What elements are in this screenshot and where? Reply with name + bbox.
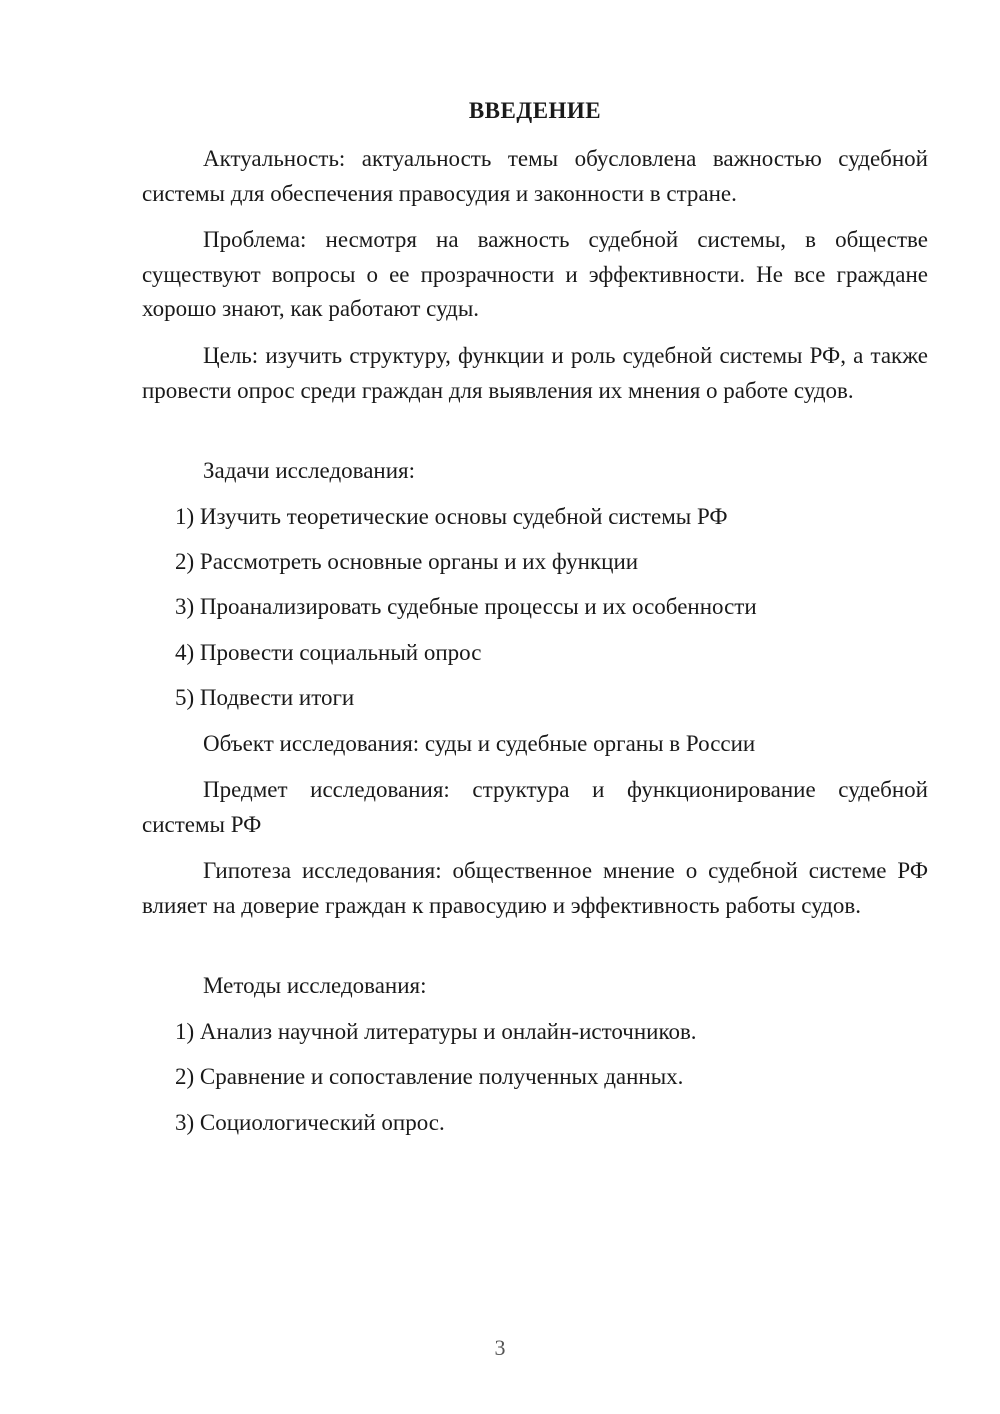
page-number: 3 xyxy=(494,1335,506,1360)
paragraph-object: Объект исследования: суды и судебные органы в России xyxy=(203,731,756,756)
page-title: ВВЕДЕНИЕ xyxy=(468,98,602,123)
paragraph-subject: Предмет исследования: структура и функционирование судебной системы РФ xyxy=(142,777,928,837)
task-item-3: 3) Проанализировать судебные процессы и их особенности xyxy=(175,594,757,619)
method-item-3: 3) Социологический опрос. xyxy=(175,1110,445,1135)
paragraph-goal: Цель: изучить структуру, функции и роль судебной системы РФ, а также провести опрос среди граждан для выявления их мнения о работе судов. xyxy=(142,343,928,403)
task-item-1: 1) Изучить теоретические основы судебной системы РФ xyxy=(175,504,728,529)
paragraph-problem: Проблема: несмотря на важность судебной системы, в обществе существуют вопросы о ее прозрачности и эффективности. Не все граждане хорошо знают, как работают суды. xyxy=(142,227,928,321)
methods-title: Методы исследования: xyxy=(203,973,427,998)
paragraph-hypothesis: Гипотеза исследования: общественное мнение о судебной системе РФ влияет на доверие граждан к правосудию и эффективность работы судов. xyxy=(142,858,928,918)
paragraph-relevance: Актуальность: актуальность темы обусловлена важностью судебной системы для обеспечения правосудия и законности в стране. xyxy=(142,146,928,206)
task-item-5: 5) Подвести итоги xyxy=(175,685,355,710)
tasks-title: Задачи исследования: xyxy=(203,458,416,483)
task-item-4: 4) Провести социальный опрос xyxy=(175,640,482,665)
task-item-2: 2) Рассмотреть основные органы и их функции xyxy=(175,549,639,574)
method-item-1: 1) Анализ научной литературы и онлайн-источников. xyxy=(175,1019,697,1044)
method-item-2: 2) Сравнение и сопоставление полученных данных. xyxy=(175,1064,684,1089)
